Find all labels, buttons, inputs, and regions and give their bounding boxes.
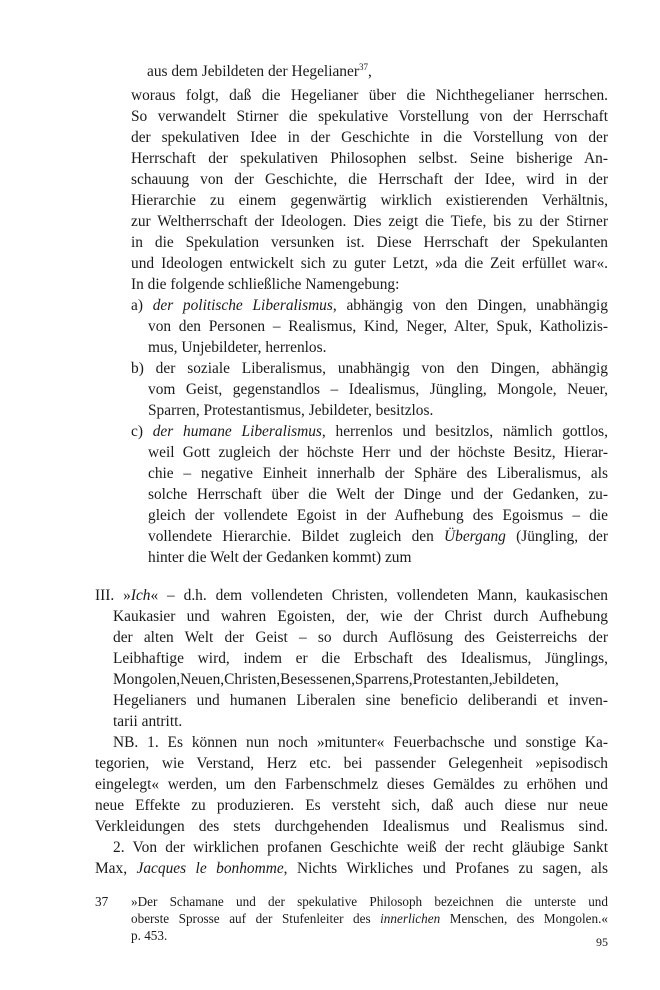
text-run: zur Weltherrschaft der Ideologen. Dies zeigt die Tiefe, bis zu der Stirner [131,213,608,230]
text-run: Menschen, des Mongolen.« [440,911,609,926]
body-line [95,796,608,815]
footnote-line [131,893,608,910]
text-run: III. » [95,587,131,604]
body-line [131,107,608,126]
emphasis-text: der humane Liberalismus [152,423,322,440]
text-run: Kaukasier und wahren Egoisten, der, wie der Christ durch Aufhebung [113,608,608,625]
text-run: « – d.h. dem vollendeten Christen, vollendeten Mann, kaukasischen [150,587,608,604]
text-run: vollendete Hierarchie. Bildet zugleich den [148,528,445,545]
text-run: Mongolen,Neuen,Christen,Besessenen,Sparrens,Protestanten,Jebildeten, [113,671,559,688]
text-run: Hegelianers und humanen Liberalen sine beneficio deliberandi et inven- [113,692,608,709]
text-run: In die folgende schließliche Namengebung: [131,276,400,293]
text-run: und Ideologen entwickelt sich zu guter Letzt, »da die Zeit erfüllet war«. [131,255,608,272]
text-run: oberste Sprosse auf der Stufenleiter des [131,911,381,926]
emphasis-text: Übergang [444,528,506,545]
emphasis-text: innerlichen [380,911,441,926]
body-line [95,817,608,836]
text-run: c) [131,423,153,440]
text-run: p. 453. [131,928,168,943]
footnote-number: 37 [95,894,109,909]
body-line [147,62,372,81]
text-run: Hierarchie zu einem gegenwärtig wirklich existierenden Verhältnis, [131,192,608,209]
body-line [113,649,608,668]
body-line [113,628,608,647]
text-run: Max, [95,860,137,877]
text-run: hinter die Welt der Gedanken kommt) zum [148,549,412,566]
footnote-line [131,910,608,927]
text-run: vom Geist, gegenstandlos – Idealismus, Jüngling, Mongole, Neuer, [148,381,608,398]
text-run: schauung von der Geschichte, die Herrschaft der Idee, wird in der [131,171,608,188]
body-line [131,212,608,231]
footnote-line [131,927,167,944]
text-run: von den Personen – Realismus, Kind, Neger, Alter, Spuk, Katholizis- [148,318,608,335]
text-run: eingelegt« werden, um den Farbenschmelz dieses Gemäldes zu erhöhen und [95,776,608,793]
body-line [131,128,608,147]
body-line [131,86,608,105]
text-run: (Jüngling, der [505,528,608,545]
body-line [95,754,608,773]
text-run: 2. Von der wirklichen profanen Geschichte weiß der recht gläubige Sankt [113,839,608,856]
body-line [131,296,608,315]
text-run: der alten Welt der Geist – so durch Auflösung des Geisterreichs der [113,629,608,646]
body-line [131,275,399,294]
emphasis-text: Jacques le bonhomme [136,860,284,877]
body-line [148,506,608,525]
text-run: weil Gott zugleich der höchste Herr und der höchste Besitz, Hierar- [148,444,608,461]
body-line [95,775,608,794]
body-line [113,691,608,710]
page-number: 95 [596,935,608,949]
text-run: NB. 1. Es können nun noch »mitunter« Feuerbachsche und sonstige Ka- [113,734,608,751]
text-run: So verwandelt Stirner die spekulative Vorstellung von der Herrschaft [131,108,608,125]
text-run: der spekulativen Idee in der Geschichte in die Vorstellung von der [131,129,608,146]
body-line [148,485,608,504]
text-run: mus, Unjebildeter, herrenlos. [148,339,327,356]
text-run: »Der Schamane und der spekulative Philosoph bezeichnen die unterste und [131,894,608,909]
body-line [95,586,608,605]
text-run: Sparren, Protestantismus, Jebildeter, besitzlos. [148,402,434,419]
text-run: , herrenlos und besitzlos, nämlich gottlos, [321,423,608,440]
body-line [113,712,182,731]
body-line [148,338,326,357]
text-run: Herrschaft der spekulativen Philosophen selbst. Seine bisherige An- [131,150,608,167]
text-run: , Nichts Wirkliches und Profanes zu sagen, als [283,860,608,877]
text-run: solche Herrschaft über die Welt der Dinge und der Gedanken, zu- [148,486,608,503]
text-run: gleich der vollendete Egoist in der Aufhebung des Egoismus – die [148,507,608,524]
body-line [148,443,608,462]
body-line [131,254,608,273]
text-run: aus dem Jebildeten der Hegelianer [147,63,359,80]
text-run: , abhängig von den Dingen, unabhängig [332,297,608,314]
body-line [113,607,608,626]
body-line [148,548,411,567]
body-line [131,359,608,378]
text-run: b) der soziale Liberalismus, unabhängig von den Dingen, abhängig [131,360,608,377]
text-run: Leibhaftige wird, indem er die Erbschaft des Idealismus, Jünglings, [113,650,608,667]
body-line [113,733,608,752]
body-line [131,191,608,210]
body-line [113,838,608,857]
text-run: in die Spekulation versunken ist. Diese Herrschaft der Spekulanten [131,234,608,251]
text-run: tegorien, wie Verstand, Herz etc. bei passender Gelegenheit »episodisch [95,755,608,772]
text-run: , [367,63,372,80]
body-line [131,422,608,441]
body-line [148,527,608,546]
body-line [113,670,608,689]
text-run: Verkleidungen des stets durchgehenden Idealismus und Realismus sind. [95,818,608,835]
body-line [148,380,608,399]
text-run: woraus folgt, daß die Hegelianer über die Nichthegelianer herrschen. [131,87,608,104]
text-run: tarii antritt. [113,713,183,730]
body-line [131,149,608,168]
body-line [131,233,608,252]
body-line [148,464,608,483]
text-run: a) [131,297,153,314]
footnote-ref: 37 [358,61,368,72]
text-run: chie – negative Einheit innerhalb der Sphäre des Liberalismus, als [148,465,608,482]
body-line [148,317,608,336]
body-line [148,401,433,420]
body-line [95,859,608,878]
text-run: neue Effekte zu produzieren. Es versteht sich, daß auch diese nur neue [95,797,608,814]
emphasis-text: Ich [130,587,151,604]
body-line [131,170,608,189]
emphasis-text: der politische Liberalismus [152,297,333,314]
